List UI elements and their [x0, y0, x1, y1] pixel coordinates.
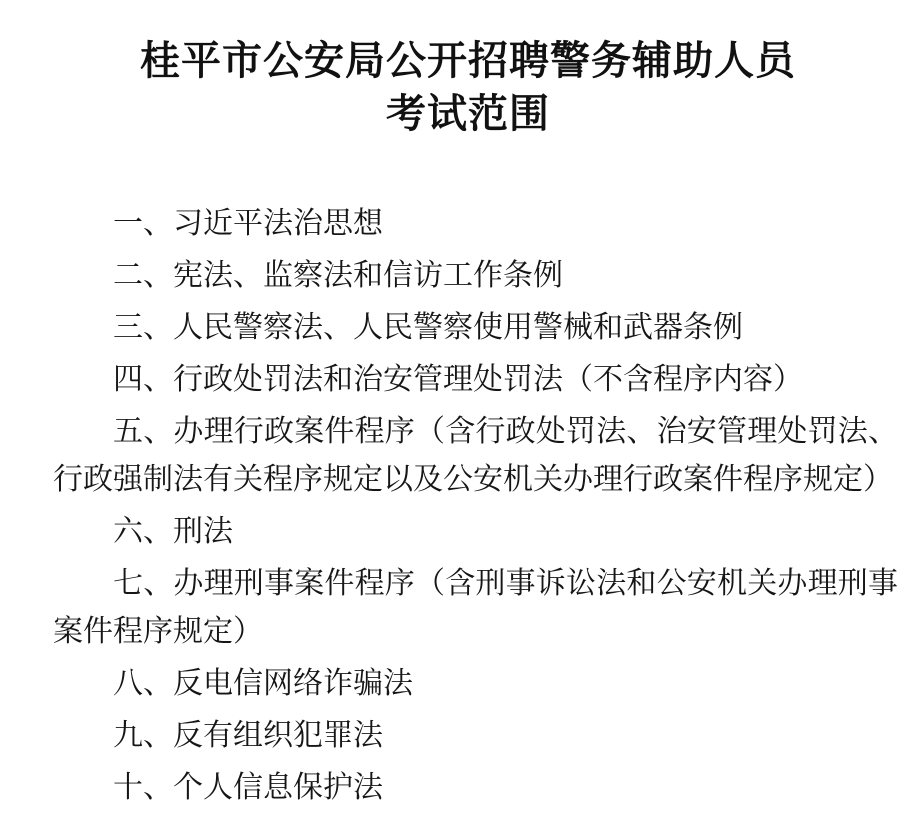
page-title: [53, 34, 883, 140]
list-item-7: 七、办理刑事案件程序（含刑事诉讼法和公安机关办理刑事案件程序规定）: [53, 567, 898, 648]
page-title-line-2: 考试范围: [386, 91, 550, 136]
page-title-line-1: 桂平市公安局公开招聘警务辅助人员: [140, 38, 796, 83]
exam-scope-list: [53, 200, 898, 812]
list-item-2: 二、宪法、监察法和信访工作条例: [113, 259, 563, 292]
list-item-6: 六、刑法: [113, 515, 233, 548]
list-item-4: 四、行政处罚法和治安管理处罚法（不含程序内容）: [113, 363, 803, 396]
list-item-1: 一、习近平法治思想: [113, 207, 383, 240]
list-item-3: 三、人民警察法、人民警察使用警械和武器条例: [113, 311, 743, 344]
list-item-10: 十、个人信息保护法: [113, 771, 383, 804]
list-item-8: 八、反电信网络诈骗法: [113, 667, 413, 700]
list-item-5: 五、办理行政案件程序（含行政处罚法、治安管理处罚法、行政强制法有关程序规定以及公安机关办理行政案件程序规定）: [53, 415, 898, 496]
list-item-9: 九、反有组织犯罪法: [113, 719, 383, 752]
